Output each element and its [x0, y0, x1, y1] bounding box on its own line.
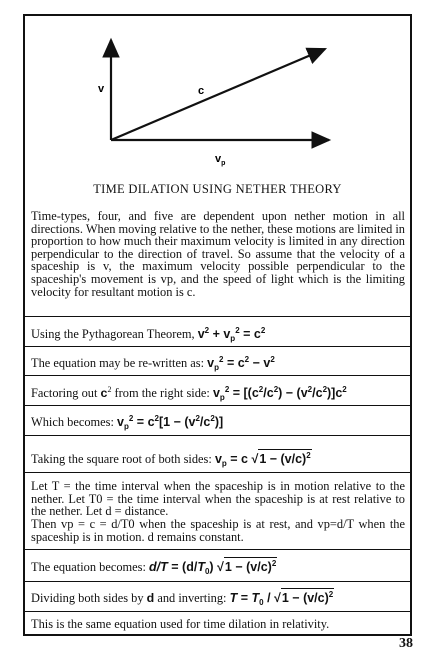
conclusion-line: This is the same equation used for time dilation in relativity.: [31, 617, 330, 631]
factoring-equation: $v_p^2 = [(c^2/c^2) - (v^2/c^2)]c^2$: [212, 385, 347, 402]
pythagorean-line: Using the Pythagorean Theorem, $v^2 + v_p^2 = c^2$: [31, 326, 266, 343]
section-title: TIME DILATION USING NETHER THEORY: [93, 182, 342, 196]
then-paragraph: Then vp = c = d/T0 when the spaceship is at rest, and vp=d/T when the spaceship is in motion. d remains constant.: [31, 517, 405, 544]
becomes-line: Which becomes: $v_p^2 = c^2[1 - (v^2/c^2)]$: [31, 414, 224, 431]
sqrt-line: Taking the square root of both sides: $v_p = c$ $√1 - (v/c)^2$: [31, 451, 311, 468]
sqrt-equation: $v_p = c$ $√1 - (v/c)^2$: [214, 451, 311, 468]
divider-rule: [25, 435, 410, 436]
dividing-line: Dividing both sides by d and inverting: $T = T_0 / √1 - (v/c)^2$: [31, 590, 334, 607]
label-c: c: [198, 85, 205, 97]
divider-rule: [25, 611, 410, 612]
pythagorean-equation: $v^2 + v_p^2 = c^2$: [197, 326, 266, 343]
rewritten-equation: $v_p^2 = c^2 - v^2$: [207, 355, 275, 372]
distance-time-equation: $d/T = (d/T_0) √1 - (v/c)^2$: [149, 559, 277, 576]
label-v: v: [98, 83, 105, 95]
let-paragraph: Let T = the time interval when the spaceship is in motion relative to the nether. Let T0 = the time interval when the spaceship is at rest relative to the nether. Let d = distance.: [31, 479, 405, 519]
page-frame: [23, 14, 412, 636]
divider-rule: [25, 346, 410, 347]
becomes-equation: $v_p^2 = c^2[1 - (v^2/c^2)]$: [117, 414, 224, 431]
vector-diagram: [25, 16, 414, 181]
time-dilation-equation: $T = T_0 / √1 - (v/c)^2$: [229, 590, 334, 607]
equation-becomes-line: The equation becomes: $d/T = (d/T_0) √1 - (v/c)^2$: [31, 559, 277, 576]
divider-rule: [25, 472, 410, 473]
page-number: 38: [399, 636, 413, 651]
factoring-line: Factoring out $c^2$ from the right side: $v_p^2 = [(c^2/c^2) - (v^2/c^2)]c^2$: [31, 385, 347, 402]
label-vp: $v_p$: [215, 153, 226, 167]
divider-rule: [25, 405, 410, 406]
intro-paragraph: Time-types, four, and five are dependent upon nether motion in all directions. When moving relative to the nether, these motions are limited in proportion to how much their maximum velocity is limited in any direction perpendicular to the direction of travel. So assume that the velocity of a spaceship is v, the maximum velocity possible perpendicular to the spaceship's movement is vp, and the speed of light which is the limiting velocity for resultant motion is c.: [31, 209, 405, 299]
rewritten-line: The equation may be re-written as: $v_p^2 = c^2 - v^2$: [31, 355, 275, 372]
divider-rule: [25, 549, 410, 550]
divider-rule: [25, 316, 410, 317]
divider-rule: [25, 581, 410, 582]
divider-rule: [25, 375, 410, 376]
diagonal-c: [111, 49, 325, 140]
